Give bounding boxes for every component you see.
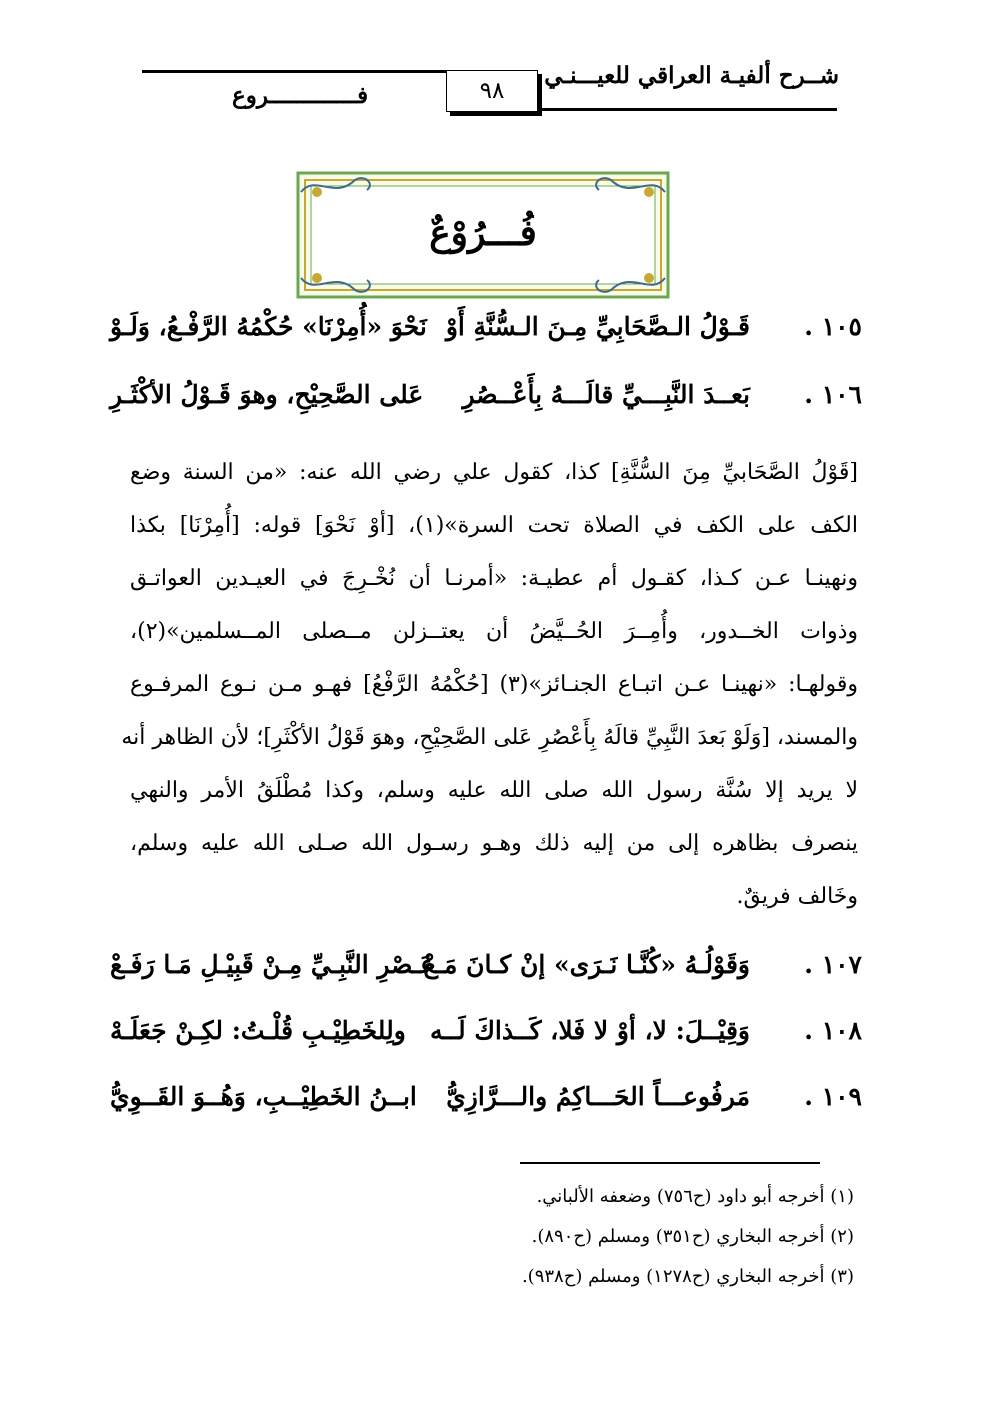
commentary-line: ونهينـا عـن كـذا، كقـول أم عطيـة: «أمرنـا أن نُخْـرِجَ في العيـدين العواتـق	[130, 566, 858, 591]
verse-first-hemistich: قَـوْلُ الـصَّحَابِيِّ مِـنَ الـسُّنَّةِ أَوْ	[445, 312, 750, 341]
verse-number: ١٠٥ .	[804, 312, 862, 341]
verse-line	[110, 380, 862, 430]
verse-first-hemistich: وَقِيْــلَ: لا، أوْ لا فَلا، كَــذاكَ لَــه	[429, 1016, 750, 1045]
verse-first-hemistich: بَعــدَ النَّبِـــيِّ قالَـــهُ بِأَعْــصُرِ	[462, 380, 750, 409]
verse-line	[110, 950, 862, 1000]
book-title: شــرح ألفيـة العراقي للعيـــنـي	[544, 62, 839, 89]
verse-second-hemistich: ولِلخَطِيْـبِ قُلْـتُ: لكِـنْ جَعَلَـهْ	[110, 1016, 406, 1045]
commentary-line: والمسند، [وَلَوْ بَعدَ النَّبِيِّ قالَهُ بِأَعْصُرِ عَلى الصَّحِيْحِ، وهوَ قَوْلُ الأكْثَرِ]؛ لأن الظاهر أنه	[121, 725, 858, 750]
verse-first-hemistich: وَقَوْلُـهُ «كُنَّـا نَـرَى» إنْ كـانَ مَـعْ	[423, 950, 750, 979]
commentary-line: الكف على الكف في الصلاة تحت السرة»(١)، [أوْ نَحْوَ] قوله: [أُمِرْنَا] بكذا	[130, 513, 858, 538]
footnote: (٢) أخرجه البخاري (ح٣٥١) ومسلم (ح٨٩٠).	[531, 1226, 854, 1247]
section-title: فـــــــــــــروع	[232, 82, 369, 109]
verse-line	[110, 1016, 862, 1066]
commentary-line: وخَالف فريقٌ.	[736, 884, 858, 909]
verse-second-hemistich: عَـصْرِ النَّبِـيِّ مِـنْ قَبِيْـلِ مَـا رَفَـعْ	[110, 950, 436, 979]
verse-number: ١٠٦ .	[804, 380, 862, 409]
verse-second-hemistich: عَلى الصَّحِيْحِ، وهوَ قَـوْلُ الأكْثَـرِ	[110, 380, 424, 409]
header-rule-right	[540, 108, 837, 111]
commentary-line: وذوات الخــدور، وأُمِــرَ الحُــيَّضُ أن يعتــزلن مــصلى المــسلمين»(٢)،	[130, 619, 858, 644]
footnote: (٣) أخرجه البخاري (ح١٢٧٨) ومسلم (ح٩٣٨).	[521, 1266, 854, 1287]
commentary-line: وقولهـا: «نهينـا عـن اتبـاع الجنـائز»(٣) [حُكْمُهُ الرَّفْعُ] فهـو مـن نـوع المرفـوع	[130, 672, 858, 697]
chapter-title: فُـــرُوْعٌ	[429, 212, 537, 254]
commentary-line: [قَوْلُ الصَّحَابيِّ مِنَ السُّنَّةِ] كذا، كقول علي رضي الله عنه: «من السنة وضع	[130, 460, 858, 485]
verse-second-hemistich: ابــنُ الخَطِيْــبِ، وَهُــوَ القَــوِيُّ	[110, 1082, 417, 1111]
header-rule-left	[142, 70, 447, 73]
verse-number: ١٠٧ .	[804, 950, 862, 979]
verse-line	[110, 1082, 862, 1132]
verse-line	[110, 312, 862, 362]
commentary-paragraph	[121, 446, 858, 923]
page-number: ٩٨	[446, 70, 538, 112]
footnote-separator	[520, 1162, 820, 1164]
commentary-line: لا يريد إلا سُنَّة رسول الله صلى الله عليه وسلم، وكذا مُطْلَقُ الأمر والنهي	[130, 778, 858, 803]
commentary-line: ينصرف بظاهره إلى من إليه ذلك وهـو رسـول الله صـلى الله عليه وسلم،	[130, 831, 858, 856]
verse-first-hemistich: مَرفُوعـــاً الحَـــاكِمُ والـــرَّازِيُّ	[446, 1082, 750, 1111]
verse-number: ١٠٩ .	[804, 1082, 862, 1111]
verse-second-hemistich: نَحْوَ «أُمِرْنَا» حُكْمُهُ الرَّفْـعُ، وَلَـوْ	[110, 312, 427, 341]
verse-number: ١٠٨ .	[804, 1016, 862, 1045]
footnote: (١) أخرجه أبو داود (ح٧٥٦) وضعفه الألباني.	[536, 1186, 854, 1207]
